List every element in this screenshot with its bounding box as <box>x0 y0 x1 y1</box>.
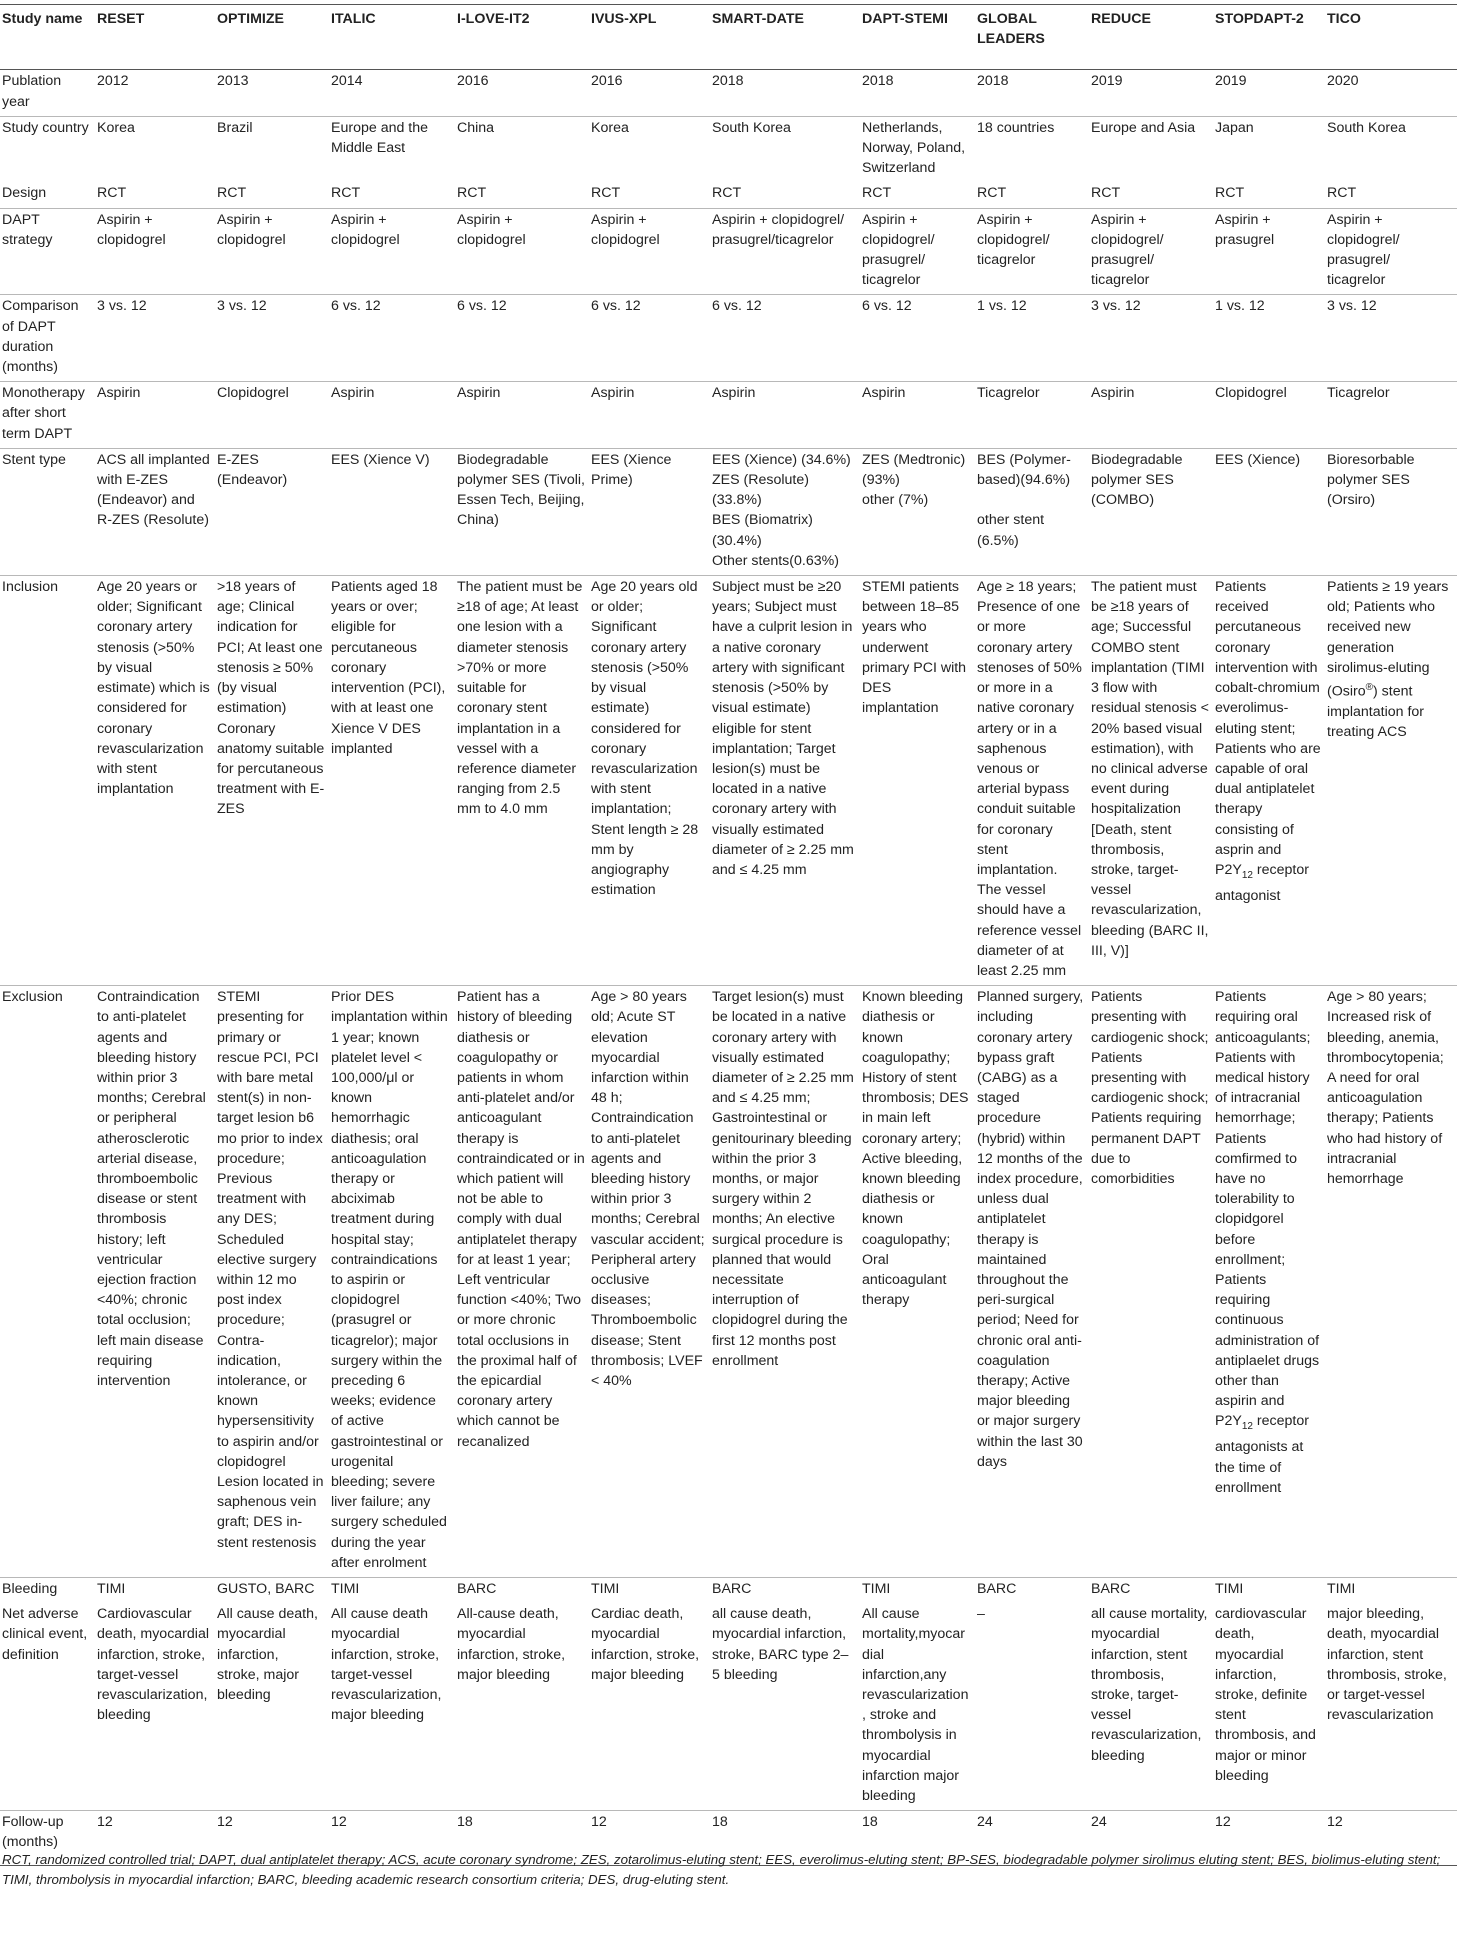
table-cell: 24 <box>1091 1811 1215 1865</box>
table-cell: 18 countries <box>977 116 1091 182</box>
row-label: Follow-up (months) <box>0 1811 97 1865</box>
table-cell: BES (Polymer-based)(94.6%) other stent (6.5%) <box>977 448 1091 575</box>
table-cell: TIMI <box>1327 1578 1457 1604</box>
table-cell: Patients requiring oral anticoagulants; Patients with medical history of intracranial hemorrhage; Patients comfirmed to have no tolerability to clopidgorel before enrollment; Patients requiring continuous administration of antiplaelet drugs other than aspirin and $P2Y_{12}$ receptor antagonists at the time of enrollment <box>1215 986 1327 1578</box>
table-cell: RCT <box>862 185 892 202</box>
table-row <box>0 295 1457 382</box>
table-cell: 6 vs. 12 <box>591 295 712 382</box>
table-cell: Bioresorbable polymer SES (Orsiro) <box>1327 448 1457 575</box>
table-cell: Aspirin <box>1091 382 1215 449</box>
table-cell: STEMI presenting for primary or rescue PCI, PCI with bare metal stent(s) in non-target lesion b6 mo prior to index procedure; Previous treatment with any DES; Scheduled elective surgery within 12 mo post index procedure; Contra-indication, intolerance, or known hypersensitivity to aspirin and/or clopidogrel Lesion located in saphenous vein graft; DES in-stent restenosis <box>217 986 331 1578</box>
row-label: Exclusion <box>0 986 97 1578</box>
table-cell: Aspirin + clopidogrel/ prasugrel/ ticagrelor <box>1327 208 1457 295</box>
table-cell: All-cause death, myocardial infarction, stroke, major bleeding <box>457 1606 566 1683</box>
table-cell: 3 vs. 12 <box>1091 295 1215 382</box>
table-cell: Age > 80 years old; Acute ST elevation myocardial infarction within 48 h; Contraindication to anti-platelet agents and bleeding history within prior 3 months; Cerebral vascular accident; Peripheral artery occlusive diseases; Thromboembolic disease; Stent thrombosis; LVEF < 40% <box>591 986 712 1578</box>
table-cell: Cardiac death, myocardial infarction, stroke, major bleeding <box>591 1606 700 1683</box>
table-cell: GUSTO, BARC <box>217 1578 331 1604</box>
table-cell: 12 <box>217 1811 331 1865</box>
table-cell: Aspirin + clopidogrel/ prasugrel/ticagrelor <box>712 208 862 295</box>
table-cell: 2020 <box>1327 73 1359 90</box>
table-cell: 2013 <box>217 73 249 90</box>
table-row <box>0 382 1457 449</box>
table-row <box>0 576 1457 986</box>
table-cell: RCT <box>977 185 1007 202</box>
table-row <box>0 182 1457 208</box>
table-cell: All cause mortality,myocardial infarction,any revascularization, stroke and thrombolysis in myocardial infarction major bleeding <box>862 1606 969 1805</box>
study-column-header: TICO <box>1327 11 1361 27</box>
table-cell: Planned surgery, including coronary artery bypass graft (CABG) as a staged procedure (hybrid) within 12 months of the index procedure, unless dual antiplatelet therapy is maintained throughout the peri-surgical period; Need for chronic oral anti-coagulation therapy; Active major bleeding or major surgery within the last 30 days <box>977 986 1091 1578</box>
table-cell: Clopidogrel <box>217 382 331 449</box>
table-cell: Prior DES implantation within 1 year; known platelet level < 100,000/μl or known hemorrhagic diathesis; oral anticoagulation therapy or abciximab treatment during hospital stay; contraindications to aspirin or clopidogrel (prasugrel or ticagrelor); major surgery within the preceding 6 weeks; evidence of active gastrointestinal or urogenital bleeding; severe liver failure; any surgery scheduled during the year after enrolment <box>331 986 457 1578</box>
row-label: Inclusion <box>0 576 97 986</box>
table-row <box>0 1603 1457 1811</box>
table-cell: Aspirin + clopidogrel <box>591 208 712 295</box>
table-cell: Age 20 years or older; Significant coronary artery stenosis (>50% by visual estimate) which is considered for coronary revascularization with stent implantation <box>97 576 217 986</box>
table-cell: Aspirin + clopidogrel/ prasugrel/ ticagrelor <box>862 208 977 295</box>
table-cell: BARC <box>977 1578 1091 1604</box>
table-cell: 2016 <box>591 73 623 90</box>
table-header-row <box>0 5 1457 70</box>
row-label: Design <box>2 185 47 202</box>
table-cell: TIMI <box>331 1578 457 1604</box>
table-cell: Patients received percutaneous coronary intervention with cobalt-chromium everolimus-eluting stent; Patients who are capable of oral dual antiplatelet therapy consisting of asprin and $P2Y_{12}$ receptor antagonist <box>1215 576 1327 986</box>
table-cell: RCT <box>97 185 127 202</box>
study-column-header: GLOBAL LEADERS <box>977 11 1045 48</box>
table-cell: 18 <box>862 1811 977 1865</box>
table-cell: 6 vs. 12 <box>457 295 591 382</box>
table-cell: 1 vs. 12 <box>977 295 1091 382</box>
table-cell: Biodegradable polymer SES (COMBO) <box>1091 448 1215 575</box>
row-label: Stent type <box>0 448 97 575</box>
table-row <box>0 1578 1457 1604</box>
table-cell: BARC <box>712 1578 862 1604</box>
table-cell: Aspirin + clopidogrel/ prasugrel/ ticagrelor <box>1091 208 1215 295</box>
table-cell: EES (Xience) <box>1215 448 1327 575</box>
table-cell: 3 vs. 12 <box>1327 295 1457 382</box>
table-cell: 2016 <box>457 73 489 90</box>
table-row <box>0 448 1457 575</box>
table-cell: All cause death, myocardial infarction, stroke, major bleeding <box>217 1606 318 1704</box>
table-cell: ACS all implanted with E-ZES (Endeavor) and R-ZES (Resolute) <box>97 448 217 575</box>
table-cell: 12 <box>1215 1811 1327 1865</box>
table-cell: TIMI <box>97 1578 217 1604</box>
table-cell: Europe and the Middle East <box>331 116 457 182</box>
study-column-header: SMART-DATE <box>712 11 804 27</box>
study-column-header: OPTIMIZE <box>217 11 284 27</box>
table-cell: The patient must be ≥18 years of age; Successful COMBO stent implantation (TIMI 3 flow with residual stenosis < 20% based visual estimation), with no clinical adverse event during hospitalization [Death, stent thrombosis, stroke, target-vessel revascularization, bleeding (BARC II, III, V)] <box>1091 576 1215 986</box>
table-cell: 2018 <box>977 73 1009 90</box>
table-footnote: RCT, randomized controlled trial; DAPT, dual antiplatelet therapy; ACS, acute coronary syndrome; ZES, zotarolimus-eluting stent; EES, everolimus-eluting stent; BP-SES, biodegradable polymer sirolimus eluting stent; BES, biolimus-eluting stent; TIMI, thrombolysis in myocardial infarction; BARC, bleeding academic research consortium criteria; DES, drug-eluting stent. <box>2 1852 1441 1887</box>
table-cell: Cardiovascular death, myocardial infarction, stroke, target-vessel revascularization, bleeding <box>97 1606 209 1724</box>
table-cell: South Korea <box>712 116 862 182</box>
table-cell: RCT <box>591 185 621 202</box>
table-cell: TIMI <box>1215 1578 1327 1604</box>
table-cell: EES (Xience) (34.6%) ZES (Resolute) (33.8%) BES (Biomatrix) (30.4%) Other stents(0.63%) <box>712 448 862 575</box>
table-cell: – <box>977 1606 985 1623</box>
table-cell: cardiovascular death, myocardial infarction, stroke, definite stent thrombosis, and major or minor bleeding <box>1215 1606 1316 1784</box>
header-cell: Study name <box>2 11 83 27</box>
row-label: Bleeding <box>0 1578 97 1604</box>
table-row <box>0 70 1457 116</box>
table-cell: Clopidogrel <box>1215 382 1327 449</box>
table-cell: 2018 <box>712 73 744 90</box>
table-cell: South Korea <box>1327 116 1457 182</box>
table-cell: 18 <box>457 1811 591 1865</box>
table-cell: Netherlands, Norway, Poland, Switzerland <box>862 116 977 182</box>
table-cell: Aspirin <box>862 382 977 449</box>
table-cell: Aspirin <box>457 382 591 449</box>
table-cell: The patient must be ≥18 of age; At least one lesion with a diameter stenosis >70% or more suitable for coronary stent implantation in a vessel with a reference diameter ranging from 2.5 mm to 4.0 mm <box>457 576 591 986</box>
table-cell: RCT <box>712 185 742 202</box>
table-cell: Subject must be ≥20 years; Subject must have a culprit lesion in a native coronary artery with significant stenosis (>50% by visual estimate) eligible for stent implantation; Target lesion(s) must be located in a native coronary artery with visually estimated diameter of ≥ 2.25 mm and ≤ 4.25 mm <box>712 576 862 986</box>
table-cell: Aspirin + clopidogrel <box>457 208 591 295</box>
table-cell: Ticagrelor <box>977 382 1091 449</box>
table-cell: RCT <box>1215 185 1245 202</box>
table-cell: 24 <box>977 1811 1091 1865</box>
table-cell: 6 vs. 12 <box>712 295 862 382</box>
table-cell: 2014 <box>331 73 363 90</box>
table-cell: All cause death myocardial infarction, stroke, target-vessel revascularization, major bleeding <box>331 1606 442 1724</box>
row-label: Net adverse clinical event, definition <box>2 1606 88 1663</box>
table-cell: RCT <box>1327 185 1357 202</box>
table-cell: Age > 80 years; Increased risk of bleeding, anemia, thrombocytopenia; A need for oral anticoagulation therapy; Patients who had history of intracranial hemorrhage <box>1327 986 1457 1578</box>
table-cell: >18 years of age; Clinical indication for PCI; At least one stenosis ≥ 50% (by visual estimation) Coronary anatomy suitable for percutaneous treatment with E-ZES <box>217 576 331 986</box>
table-cell: 6 vs. 12 <box>331 295 457 382</box>
table-cell: China <box>457 116 591 182</box>
table-cell: 12 <box>591 1811 712 1865</box>
study-column-header: STOPDAPT-2 <box>1215 11 1304 27</box>
table-cell: 12 <box>1327 1811 1457 1865</box>
table-cell: Aspirin + clopidogrel/ ticagrelor <box>977 208 1091 295</box>
table-cell: 2019 <box>1091 73 1123 90</box>
table-cell: all cause mortality, myocardial infarction, stent thrombosis, stroke, target-vessel revascularization, bleeding <box>1091 1606 1208 1764</box>
table-cell: Japan <box>1215 116 1327 182</box>
table-cell: Aspirin + clopidogrel <box>217 208 331 295</box>
table-cell: major bleeding, death, myocardial infarction, stent thrombosis, stroke, or target-vessel revascularization <box>1327 1606 1447 1724</box>
table-cell: 3 vs. 12 <box>97 295 217 382</box>
row-label: Comparison of DAPT duration (months) <box>0 295 97 382</box>
table-cell: 3 vs. 12 <box>217 295 331 382</box>
table-body <box>0 70 1457 1865</box>
table-cell: E-ZES (Endeavor) <box>217 448 331 575</box>
study-column-header: DAPT-STEMI <box>862 11 948 27</box>
table-cell: 2019 <box>1215 73 1247 90</box>
table-cell: ZES (Medtronic) (93%) other (7%) <box>862 448 977 575</box>
table-cell: all cause death, myocardial infarction, stroke, BARC type 2–5 bleeding <box>712 1606 849 1683</box>
table-cell: Contraindication to anti-platelet agents and bleeding history within prior 3 months; Cerebral or peripheral atherosclerotic arterial disease, thromboembolic disease or stent thrombosis history; left ventricular ejection fraction <40%; chronic total occlusion; left main disease requiring intervention <box>97 986 217 1578</box>
table-cell: TIMI <box>862 1578 977 1604</box>
table-cell: Patients ≥ 19 years old; Patients who received new generation sirolimus-eluting (Osiro®) stent implantation for treating ACS <box>1327 576 1457 986</box>
row-label: Study country <box>0 116 97 182</box>
table-cell: Patient has a history of bleeding diathesis or coagulopathy or patients in whom anti-platelet and/or anticoagulant therapy is contraindicated or in which patient will not be able to comply with dual antiplatelet therapy for at least 1 year; Left ventricular function <40%; Two or more chronic total occlusions in the proximal half of the epicardial coronary artery which cannot be recanalized <box>457 986 591 1578</box>
row-label: DAPT strategy <box>0 208 97 295</box>
table-cell: RCT <box>331 185 361 202</box>
table-cell: 12 <box>97 1811 217 1865</box>
table-cell: TIMI <box>591 1578 712 1604</box>
trials-table <box>0 4 1457 1866</box>
table-cell: Aspirin <box>331 382 457 449</box>
table-cell: EES (Xience V) <box>331 448 457 575</box>
table-row <box>0 116 1457 182</box>
table-cell: RCT <box>1091 185 1121 202</box>
table-cell: Aspirin + clopidogrel <box>97 208 217 295</box>
table-row <box>0 986 1457 1578</box>
table-cell: Korea <box>591 116 712 182</box>
table-cell: Aspirin + clopidogrel <box>331 208 457 295</box>
table-cell: RCT <box>217 185 247 202</box>
table-cell: 2012 <box>97 73 129 90</box>
table-cell: Age 20 years old or older; Significant coronary artery stenosis (>50% by visual estimate) considered for coronary revascularization with stent implantation; Stent length ≥ 28 mm by angiography estimation <box>591 576 712 986</box>
table-cell: Aspirin <box>97 382 217 449</box>
table-cell: 6 vs. 12 <box>862 295 977 382</box>
table-cell: STEMI patients between 18–85 years who underwent primary PCI with DES implantation <box>862 576 977 986</box>
study-column-header: I-LOVE-IT2 <box>457 11 530 27</box>
table-cell: EES (Xience Prime) <box>591 448 712 575</box>
table-cell: Aspirin + prasugrel <box>1215 208 1327 295</box>
table-cell: BARC <box>457 1578 591 1604</box>
table-cell: BARC <box>1091 1578 1215 1604</box>
table-cell: Korea <box>97 116 217 182</box>
table-cell: Patients presenting with cardiogenic shock; Patients presenting with cardiogenic shock; Patients requiring permanent DAPT due to comorbidities <box>1091 986 1215 1578</box>
row-label: Monotherapy after short term DAPT <box>0 382 97 449</box>
study-column-header: REDUCE <box>1091 11 1151 27</box>
table-cell: Biodegradable polymer SES (Tivoli, Essen Tech, Beijing, China) <box>457 448 591 575</box>
table-cell: RCT <box>457 185 487 202</box>
table-cell: 1 vs. 12 <box>1215 295 1327 382</box>
table-cell: Age ≥ 18 years; Presence of one or more coronary artery stenoses of 50% or more in a native coronary artery or in a saphenous venous or arterial bypass conduit suitable for coronary stent implantation. The vessel should have a reference vessel diameter of at least 2.25 mm <box>977 576 1091 986</box>
table-cell: Target lesion(s) must be located in a native coronary artery with visually estimated diameter of ≥ 2.25 mm and ≤ 4.25 mm; Gastrointestinal or genitourinary bleeding within the prior 3 months, or major surgery within 2 months; An elective surgical procedure is planned that would necessitate interruption of clopidogrel during the first 12 months post enrollment <box>712 986 862 1578</box>
row-label: Publation year <box>2 73 62 110</box>
table-cell: Brazil <box>217 116 331 182</box>
table-cell: Ticagrelor <box>1327 382 1457 449</box>
table-cell: Known bleeding diathesis or known coagulopathy; History of stent thrombosis; DES in main left coronary artery; Active bleeding, known bleeding diathesis or known coagulopathy; Oral anticoagulant therapy <box>862 986 977 1578</box>
table-cell: 12 <box>331 1811 457 1865</box>
table-cell: Patients aged 18 years or over; eligible for percutaneous coronary intervention (PCI), with at least one Xience V DES implanted <box>331 576 457 986</box>
study-column-header: IVUS-XPL <box>591 11 657 27</box>
table-cell: 18 <box>712 1811 862 1865</box>
table-row <box>0 208 1457 295</box>
table-cell: Aspirin <box>591 382 712 449</box>
study-column-header: RESET <box>97 11 145 27</box>
table-cell: 2018 <box>862 73 894 90</box>
table-cell: Europe and Asia <box>1091 116 1215 182</box>
table-cell: Aspirin <box>712 382 862 449</box>
study-column-header: ITALIC <box>331 11 376 27</box>
